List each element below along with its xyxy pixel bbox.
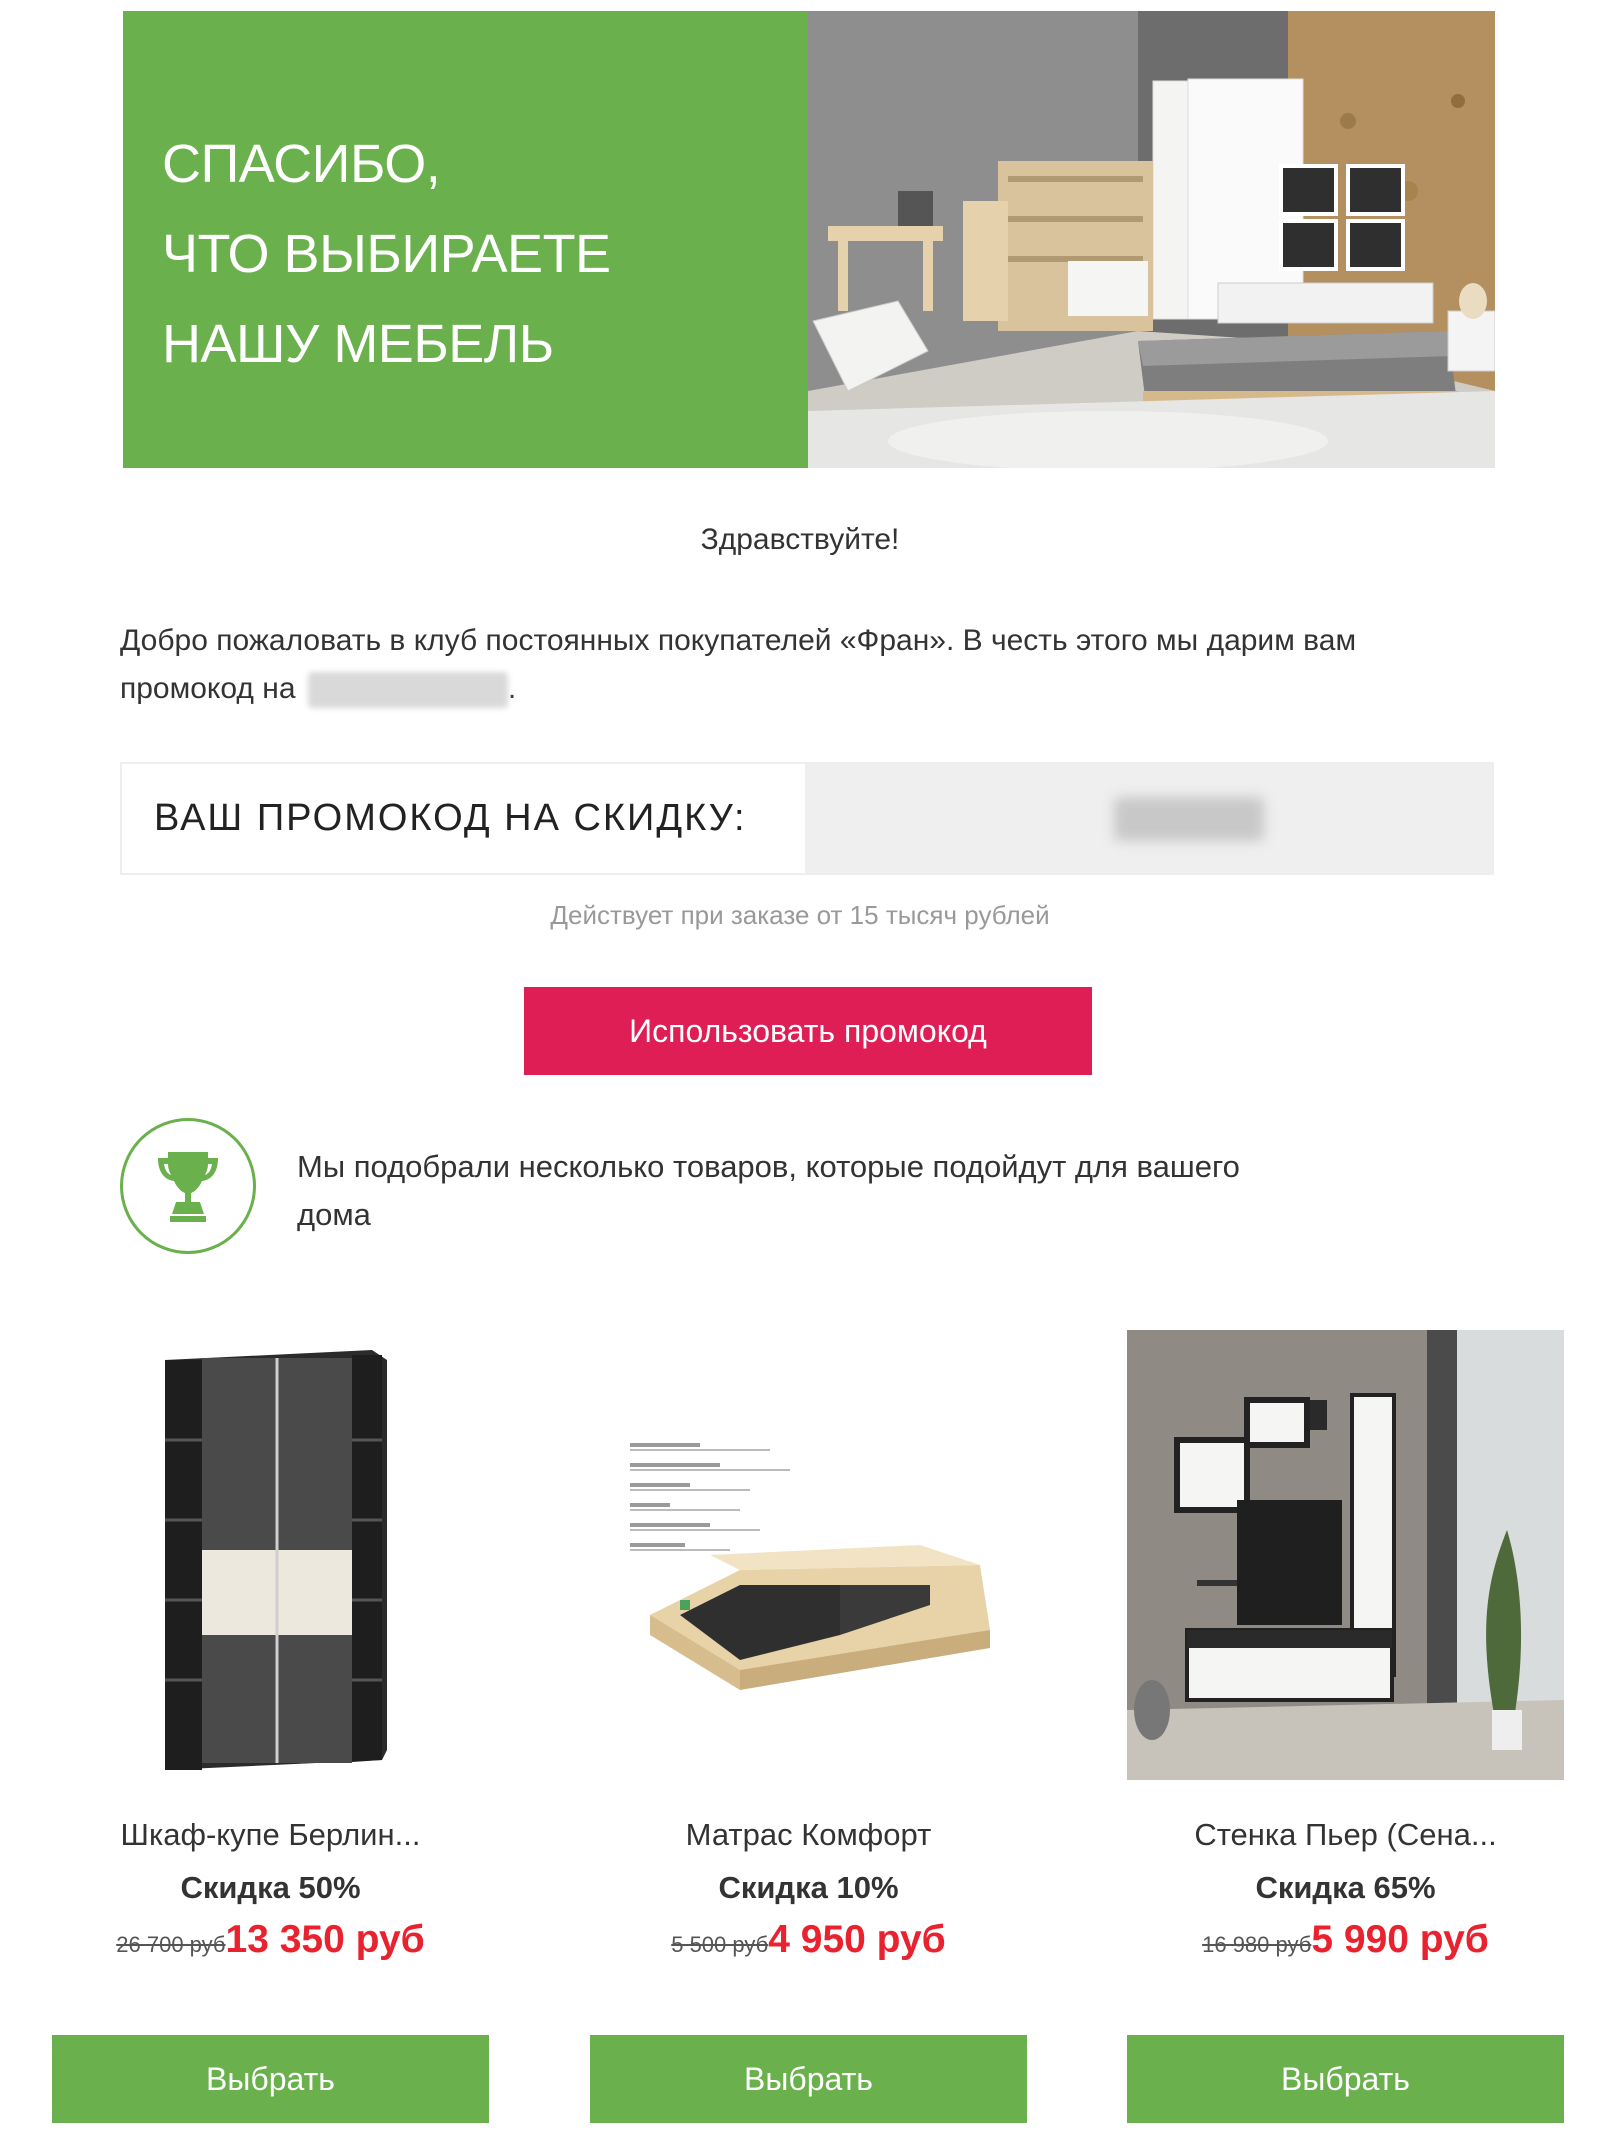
product-name[interactable]: Шкаф-купе Берлин... bbox=[120, 1817, 421, 1852]
product-image-wardrobe[interactable] bbox=[52, 1330, 489, 1780]
product-card bbox=[590, 1330, 1027, 1962]
use-promo-button[interactable]: Использовать промокод bbox=[524, 987, 1092, 1075]
product-discount: Скидка 65% bbox=[1255, 1870, 1436, 1905]
greeting: Здравствуйте! bbox=[700, 523, 900, 556]
blurred-promo-code bbox=[1114, 797, 1264, 841]
product-name[interactable]: Матрас Комфорт bbox=[685, 1817, 932, 1852]
promo-condition-note: Действует при заказе от 15 тысяч рублей bbox=[550, 900, 1050, 930]
blurred-discount-value bbox=[308, 672, 508, 708]
hero-title: СПАСИБО, ЧТО ВЫБИРАЕТЕ НАШУ МЕБЕЛЬ bbox=[162, 134, 611, 374]
product-card bbox=[52, 1330, 489, 1962]
new-price: 13 350 руб bbox=[225, 1918, 425, 1961]
product-price bbox=[590, 1918, 1027, 1962]
recommendation-text: Мы подобрали несколько товаров, которые подойдут для вашего дома bbox=[297, 1149, 1240, 1232]
product-image-mattress[interactable] bbox=[590, 1330, 1027, 1780]
hero-text-panel bbox=[123, 11, 808, 468]
bedroom-photo bbox=[808, 11, 1495, 468]
intro-period: . bbox=[507, 672, 517, 705]
product-discount: Скидка 50% bbox=[180, 1870, 361, 1905]
wardrobe-illustration bbox=[52, 1330, 489, 1780]
product-card bbox=[1127, 1330, 1564, 1962]
select-button[interactable]: Выбрать bbox=[1127, 2035, 1564, 2123]
mattress-illustration bbox=[590, 1330, 1027, 1780]
promo-code-value[interactable] bbox=[805, 764, 1492, 873]
old-price: 5 500 руб bbox=[671, 1932, 769, 1957]
select-button[interactable]: Выбрать bbox=[590, 2035, 1027, 2123]
intro-text: Добро пожаловать в клуб постоянных покупателей «Фран». В честь этого мы дарим вам промокод на bbox=[120, 624, 1357, 705]
promo-code-label: ВАШ ПРОМОКОД НА СКИДКУ: bbox=[122, 764, 805, 873]
wall-unit-illustration bbox=[1127, 1330, 1564, 1780]
product-price bbox=[52, 1918, 489, 1962]
product-price bbox=[1127, 1918, 1564, 1962]
trophy-icon-badge bbox=[120, 1118, 256, 1254]
old-price: 26 700 руб bbox=[116, 1932, 226, 1957]
old-price: 16 980 руб bbox=[1202, 1932, 1312, 1957]
trophy-icon bbox=[156, 1148, 220, 1224]
intro-paragraph bbox=[120, 617, 1480, 713]
select-button[interactable]: Выбрать bbox=[52, 2035, 489, 2123]
product-image-wall-unit[interactable] bbox=[1127, 1330, 1564, 1780]
bedroom-illustration bbox=[808, 11, 1495, 468]
product-discount: Скидка 10% bbox=[718, 1870, 899, 1905]
product-name[interactable]: Стенка Пьер (Сена... bbox=[1194, 1817, 1497, 1852]
new-price: 4 950 руб bbox=[768, 1918, 946, 1961]
new-price: 5 990 руб bbox=[1311, 1918, 1489, 1961]
hero-banner bbox=[123, 11, 1495, 468]
promo-code-box bbox=[120, 762, 1494, 875]
